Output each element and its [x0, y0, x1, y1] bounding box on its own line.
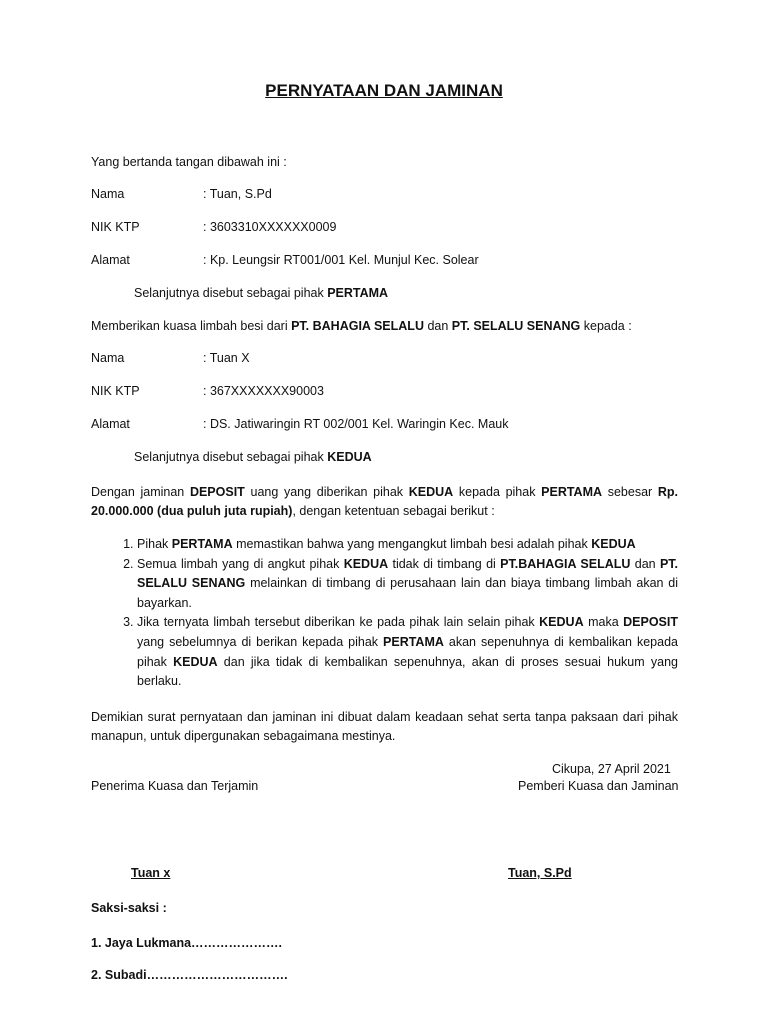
- paragraph-text: sebesar: [602, 485, 658, 499]
- deposit-amount: Rp. 20.000.000 (dua puluh juta rupiah): [91, 485, 679, 518]
- bold-term: KEDUA: [173, 654, 218, 669]
- first-party-designation: [134, 286, 388, 300]
- list-item: [137, 535, 678, 555]
- second-party-nik-value: : 367XXXXXXX90003: [203, 384, 324, 398]
- paragraph-text: uang yang diberikan pihak: [244, 485, 409, 499]
- bold-term: KEDUA: [343, 556, 389, 571]
- second-party-address-value: : DS. Jatiwaringin RT 002/001 Kel. Waringin Kec. Mauk: [203, 417, 509, 431]
- recipient-title: Penerima Kuasa dan Terjamin: [91, 779, 259, 793]
- bold-term: PERTAMA: [171, 537, 233, 551]
- bold-term: PERTAMA: [383, 634, 444, 649]
- witnesses-label: Saksi-saksi :: [91, 901, 167, 915]
- witness-item: 1. Jaya Lukmana………………….: [91, 936, 283, 950]
- term-text: memastikan bahwa yang mengangkut limbah besi adalah pihak: [232, 537, 592, 551]
- term-text: tidak di timbang di: [388, 556, 501, 571]
- designation-role: PERTAMA: [327, 286, 389, 300]
- bold-term: DEPOSIT: [189, 485, 245, 499]
- term-text: maka: [583, 615, 624, 630]
- authorization-text: kepada :: [580, 319, 632, 333]
- bold-term: PT. SELALU SENANG: [137, 556, 678, 591]
- second-party-address-label: Alamat: [91, 417, 130, 431]
- designation-text: Selanjutnya disebut sebagai pihak: [134, 450, 328, 464]
- first-party-address-value: : Kp. Leungsir RT001/001 Kel. Munjul Kec. Solear: [203, 253, 479, 267]
- first-party-name-value: : Tuan, S.Pd: [203, 187, 272, 201]
- guarantee-paragraph: [91, 483, 678, 521]
- term-text: melainkan di timbang di perusahaan lain dan biaya timbang limbah akan di bayarkan.: [137, 576, 679, 610]
- authorization-text: Memberikan kuasa limbah besi dari: [91, 319, 292, 333]
- authorization-text: dan: [423, 319, 452, 333]
- bold-term: PT.BAHAGIA SELALU: [500, 556, 631, 571]
- bold-term: KEDUA: [408, 485, 454, 499]
- first-party-nik-label: NIK KTP: [91, 220, 140, 234]
- term-text: Jika ternyata limbah tersebut diberikan ke pada pihak lain selain pihak: [137, 615, 540, 630]
- recipient-name: Tuan x: [131, 866, 171, 880]
- intro-text: Yang bertanda tangan dibawah ini :: [91, 155, 287, 169]
- designation-text: Selanjutnya disebut sebagai pihak: [134, 286, 328, 300]
- paragraph-text: Dengan jaminan: [91, 485, 190, 499]
- bold-term: KEDUA: [539, 615, 584, 630]
- second-party-nik-label: NIK KTP: [91, 384, 140, 398]
- authorization-line: [91, 319, 632, 333]
- list-item: [137, 555, 678, 614]
- designation-role: KEDUA: [327, 450, 372, 464]
- second-party-name-label: Nama: [91, 351, 125, 365]
- company-name: PT. BAHAGIA SELALU: [291, 319, 424, 333]
- bold-term: PERTAMA: [541, 485, 603, 499]
- first-party-name-label: Nama: [91, 187, 125, 201]
- company-name: PT. SELALU SENANG: [451, 319, 581, 333]
- paragraph-text: , dengan ketentuan sebagai berikut :: [292, 504, 495, 518]
- grantor-name: Tuan, S.Pd: [508, 866, 572, 880]
- term-text: Semua limbah yang di angkut pihak: [137, 556, 344, 571]
- term-text: dan: [630, 556, 660, 571]
- document-title: PERNYATAAN DAN JAMINAN: [265, 81, 503, 100]
- witness-item: 2. Subadi…………………………….: [91, 968, 288, 982]
- term-text: Pihak: [137, 537, 172, 551]
- term-text: yang sebelumnya di berikan kepada pihak: [137, 634, 384, 649]
- first-party-address-label: Alamat: [91, 253, 130, 267]
- term-text: akan sepenuhnya di kembalikan kepada pihak: [137, 634, 678, 669]
- grantor-title: Pemberi Kuasa dan Jaminan: [518, 779, 679, 793]
- second-party-designation: [134, 450, 372, 464]
- bold-term: KEDUA: [591, 537, 636, 551]
- second-party-name-value: : Tuan X: [203, 351, 250, 365]
- paragraph-text: kepada pihak: [453, 485, 542, 499]
- list-item: [137, 613, 678, 691]
- first-party-nik-value: : 3603310XXXXXX0009: [203, 220, 337, 234]
- term-text: dan jika tidak di kembalikan sepenuhnya, akan di proses sesuai hukum yang berlaku.: [137, 654, 679, 689]
- terms-list: [91, 535, 678, 692]
- place-date: Cikupa, 27 April 2021: [552, 762, 671, 776]
- bold-term: DEPOSIT: [623, 615, 678, 630]
- closing-paragraph: Demikian surat pernyataan dan jaminan ini dibuat dalam keadaan sehat serta tanpa paksaan dari pihak manapun, untuk dipergunakan sebagaimana mestinya.: [91, 710, 678, 743]
